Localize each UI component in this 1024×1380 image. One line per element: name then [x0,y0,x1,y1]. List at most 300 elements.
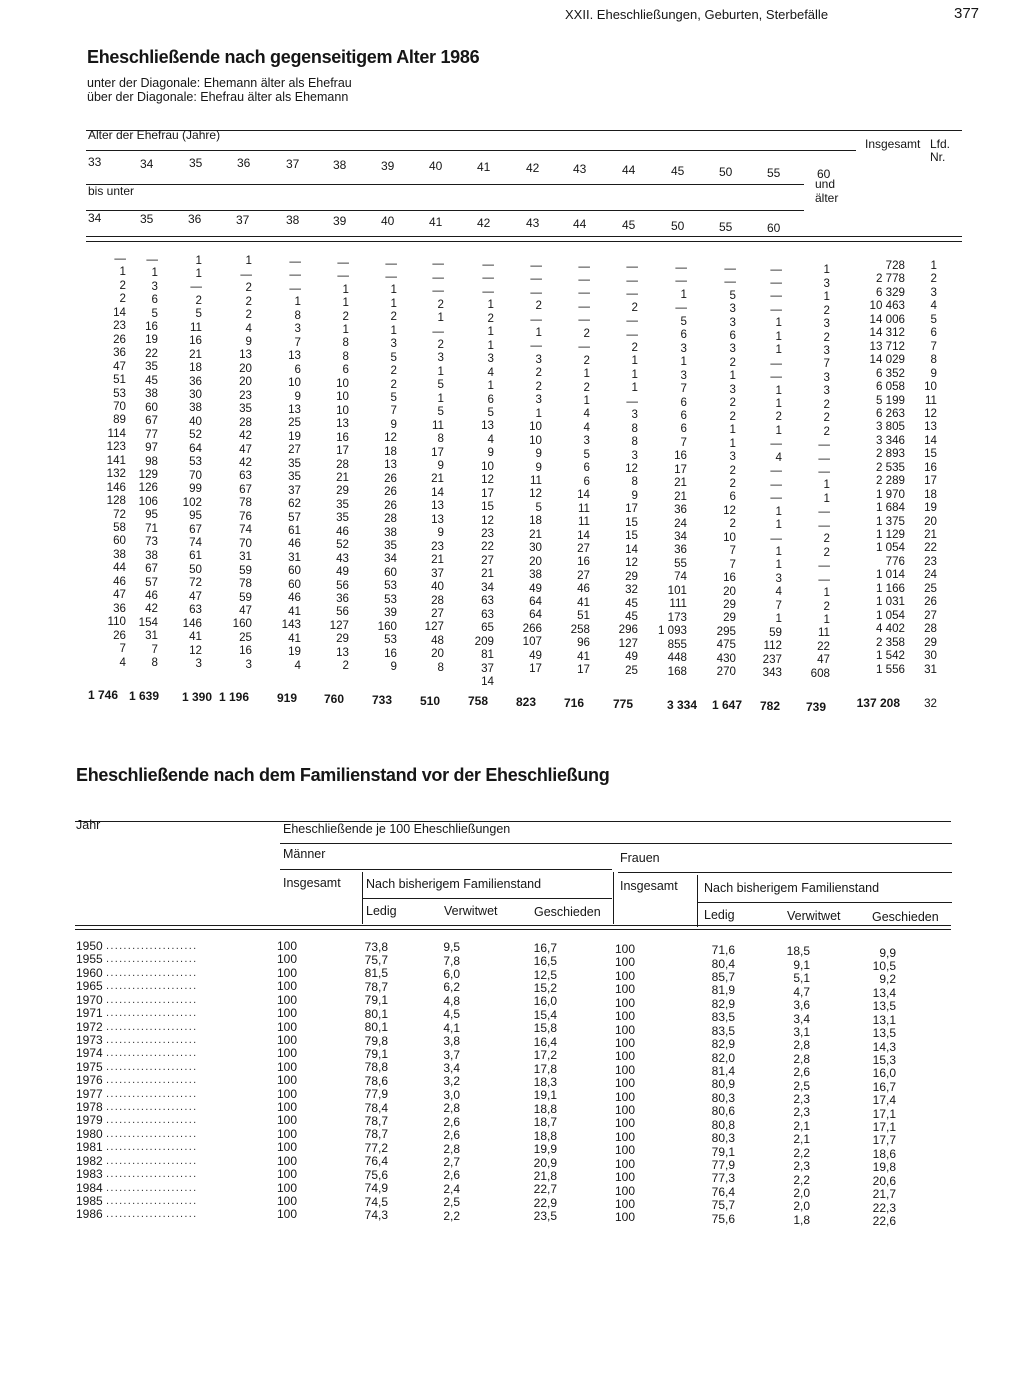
row-number: 14 [924,433,937,447]
table-cell: 3 [729,342,736,356]
women-divorced: 10,5 [872,959,896,974]
table-cell: 29 [336,632,349,646]
table-cell: 78 [239,496,252,510]
table-cell: 1 [342,282,349,296]
women-single: 80,9 [711,1077,735,1092]
women-divorced: 22,3 [872,1200,896,1215]
table-cell: 143 [281,618,301,632]
women-total: 100 [614,1103,635,1118]
table-cell: 4 [245,321,252,335]
table-cell: 1 [437,364,444,378]
age-from-header: 35 [189,156,203,170]
table-cell: 2 [631,340,638,354]
men-total: 100 [276,1140,297,1155]
table-cell: 53 [384,592,397,606]
women-total: 100 [614,1089,635,1104]
table-cell: 29 [723,598,736,611]
table-cell: 10 [529,420,542,434]
table-cell: 4 [775,585,782,599]
table-cell: 28 [384,512,397,526]
row-number: 18 [924,487,937,501]
women-single: 77,9 [711,1157,735,1172]
women-widowed: 2,3 [793,1159,810,1174]
table-cell: 1 [390,296,397,310]
table-cell: 74 [674,570,687,584]
table-cell: 12 [723,503,736,517]
table-cell: 98 [145,454,158,468]
age-from-header: 43 [573,162,587,176]
table-cell: — [626,273,638,287]
table-cell: 1 [775,544,782,558]
leader-dots: ..................... [106,1114,198,1127]
women-total: 100 [614,1143,635,1158]
table-cell: 16 [577,555,590,569]
table-cell: — [770,356,782,370]
table-cell: 13 [336,417,349,431]
table-cell: — [146,252,158,266]
table-cell: 1 [775,558,782,572]
table1-header-rule [86,150,856,151]
women-total: 100 [614,1022,635,1037]
table-cell: 29 [723,611,736,625]
table2-women-prev-rule [697,902,952,903]
women-single: 81,4 [711,1063,735,1078]
men-divorced: 22,9 [533,1195,557,1210]
table-cell: 18 [384,444,397,458]
table-cell: 5 [437,405,444,419]
table-cell: — [626,314,638,328]
women-single: 85,7 [711,970,735,985]
row-number: 28 [924,622,937,636]
age-to-header: 39 [333,214,347,228]
table-cell: 6 [583,474,590,488]
table-cell: — [114,252,126,265]
men-total: 100 [276,1153,297,1168]
table-cell: 12 [189,643,202,657]
men-total: 100 [276,1180,297,1195]
table-cell: 20 [239,375,252,389]
column-total: 1 390 [181,689,212,704]
table-cell: 11 [189,320,202,334]
table-cell: 343 [762,666,782,679]
leader-dots: ..................... [106,1033,198,1046]
table-cell: 127 [618,636,638,650]
age-from-header: 34 [140,157,154,171]
table-cell: — [578,313,590,327]
column-total: 1 639 [128,688,159,703]
table-cell: 44 [113,561,126,575]
table-cell: 13 [431,499,444,513]
table1-aelter: älter [815,191,839,205]
year-label: 1978 [76,1100,103,1115]
table-cell: 123 [106,440,126,454]
table-cell: 27 [431,606,444,620]
men-divorced: 22,7 [533,1182,557,1197]
table-cell: 132 [106,467,126,481]
men-widowed: 2,6 [443,1114,460,1129]
table-cell: 2 [119,278,126,292]
row-total: 5 199 [875,393,905,407]
table-cell: 31 [239,550,252,564]
year-label: 1965 [76,979,103,994]
leader-dots: ..................... [106,1074,198,1087]
row-total: 1 684 [875,501,905,515]
table-cell: 2 [245,294,252,308]
table-cell: 57 [288,510,301,524]
men-single: 75,7 [364,953,388,968]
table1-total-header: Insgesamt [865,137,921,151]
leader-dots: ..................... [106,1154,198,1167]
table-cell: 24 [674,516,687,530]
age-from-header: 37 [286,157,300,171]
table-cell: 1 [775,316,782,330]
table-cell: 41 [577,649,590,663]
row-total: 3 346 [875,433,905,447]
table-cell: 76 [239,509,252,523]
table-cell: 97 [145,441,158,455]
table-cell: 17 [625,502,638,516]
women-single: 83,5 [711,1010,735,1025]
table-cell: 1 [823,478,830,492]
table-cell: 55 [674,556,687,570]
table-cell: 1 [823,612,830,626]
table-cell: 2 [195,293,202,307]
women-divorced: 17,1 [872,1120,896,1135]
table-cell: 2 [823,545,830,559]
table-cell: 38 [189,401,202,415]
men-divorced: 18,8 [533,1101,557,1116]
women-divorced: 19,8 [872,1160,896,1175]
table-cell: 4 [294,658,301,672]
women-widowed: 3,6 [793,998,810,1013]
table-cell: 42 [239,429,252,443]
table-cell: 1 [583,394,590,407]
year-label: 1972 [76,1019,103,1034]
table-cell: 2 [487,311,494,325]
row-total: 1 375 [875,514,905,528]
women-widowed: 2,5 [793,1078,810,1093]
column-total: 739 [805,700,826,714]
age-to-header: 55 [719,220,733,234]
table-cell: 52 [189,428,202,442]
men-widowed: 2,8 [443,1141,460,1156]
row-total: 6 263 [875,406,905,420]
table-cell: 26 [113,628,126,642]
table-cell: — [770,464,782,478]
women-widowed: 2,2 [793,1172,810,1187]
table-cell: 46 [288,591,301,605]
table-cell: 266 [522,621,542,635]
table-cell: 41 [288,604,301,618]
women-single: 82,9 [711,1037,735,1052]
table1-title: Eheschließende nach gegenseitigem Alter 1986 [87,47,480,67]
table-cell: 34 [674,530,687,543]
table-cell: 21 [529,527,542,541]
table-cell: 475 [716,638,736,652]
table-cell: 45 [145,373,158,387]
men-divorced: 15,8 [533,1021,557,1036]
table-cell: 38 [145,387,158,401]
women-widowed: 1,8 [793,1212,810,1227]
women-divorced: 16,7 [872,1079,896,1094]
men-single: 79,1 [364,1046,388,1061]
table2-women-divorced-header: Geschieden [872,910,939,924]
men-total: 100 [276,1019,297,1034]
table-cell: 10 [481,459,494,473]
table-cell: 1 [583,367,590,381]
table-cell: 47 [113,588,126,602]
women-widowed: 2,1 [793,1118,810,1133]
men-total: 100 [276,965,297,980]
table-cell: 60 [113,534,126,548]
table-cell: 3 [729,315,736,329]
leader-dots: ..................... [106,1141,198,1154]
row-total: 14 312 [869,326,905,340]
table-cell: 49 [625,650,638,664]
table-cell: 20 [239,361,252,375]
table-cell: 430 [716,651,736,665]
table-cell: 10 [336,376,349,390]
table2-women-rule [618,872,952,873]
men-widowed: 9,5 [443,940,460,955]
table2-top-rule [75,821,951,822]
row-total: 2 778 [875,272,905,286]
table-cell: 15 [481,500,494,514]
year-label: 1986 [76,1207,103,1222]
table-cell: 70 [113,399,126,413]
men-divorced: 18,3 [533,1075,557,1089]
age-from-header: 45 [671,164,685,178]
row-total: 1 166 [875,581,905,595]
table-cell: 25 [288,416,301,430]
year-label: 1955 [76,952,103,967]
table-cell: 10 [723,530,736,544]
row-number: 15 [924,447,937,461]
men-divorced: 23,5 [533,1209,557,1224]
table-cell: 146 [182,616,202,630]
row-total: 1 031 [875,595,905,609]
women-divorced: 13,5 [872,999,896,1014]
table-cell: 8 [342,349,349,363]
table-cell: 56 [336,578,349,592]
women-widowed: 2,3 [793,1105,810,1120]
table-cell: 49 [529,648,542,662]
table-cell: 9 [245,334,252,348]
table-cell: 5 [535,500,542,514]
table-cell: 3 [294,322,301,336]
row-total: 1 970 [875,487,905,501]
table-cell: 101 [667,583,687,597]
table-cell: 62 [288,497,301,511]
table-cell: 1 [823,586,830,600]
women-divorced: 13,4 [872,985,896,1000]
column-total: 1 746 [87,688,118,702]
age-from-header: 41 [477,160,491,174]
table-cell: 60 [288,577,301,591]
year-label: 1977 [76,1086,103,1101]
table-cell: 17 [577,663,590,676]
men-single: 78,7 [364,1127,388,1142]
table1-age-header: Alter der Ehefrau (Jahre) [88,128,221,142]
table-cell: 27 [577,541,590,555]
table-cell: 64 [189,441,202,455]
year-label: 1960 [76,965,103,980]
table-cell: — [240,267,252,281]
table-cell: 4 [487,432,494,446]
men-total: 100 [276,1126,297,1141]
table-cell: 12 [529,487,542,501]
table-cell: 63 [239,469,252,483]
table-cell: 57 [145,575,158,589]
women-total: 100 [614,1009,635,1024]
table-cell: 95 [189,509,202,523]
table-cell: — [770,262,782,276]
row-number: 29 [924,635,937,649]
table-cell: 12 [481,473,494,487]
age-to-header: 43 [526,216,540,230]
table-cell: 22 [817,639,830,653]
men-widowed: 4,5 [443,1007,460,1022]
table-cell: 8 [631,421,638,435]
table-cell: 10 [529,433,542,447]
row-number: 1 [930,259,937,272]
row-number: 5 [930,312,937,326]
men-widowed: 3,7 [443,1047,460,1062]
table-cell: 21 [189,347,202,361]
table-cell: 1 [823,263,830,277]
men-widowed: 6,0 [443,967,460,982]
table-cell: 2 [631,300,638,314]
table-cell: 35 [239,402,252,416]
year-label: 1973 [76,1032,103,1047]
table2-main-header: Eheschließende je 100 Eheschließungen [283,822,511,836]
table-cell: 2 [583,380,590,394]
women-widowed: 3,1 [793,1024,810,1039]
leader-dots: ..................... [106,1087,198,1100]
table-cell: 4 [487,365,494,379]
table-cell: — [530,258,542,272]
row-total: 2 358 [875,635,905,649]
row-total: 728 [885,259,905,272]
women-single: 79,1 [711,1144,735,1159]
table-cell: 28 [431,593,444,607]
men-widowed: 4,8 [443,993,460,1008]
table-cell: 38 [113,547,126,561]
table-cell: — [770,370,782,384]
age-to-header: 44 [573,217,587,231]
table-cell: 53 [113,386,126,400]
row-total: 2 535 [875,460,905,474]
women-widowed: 2,6 [793,1065,810,1080]
women-single: 75,6 [711,1211,735,1226]
leader-dots: ..................... [106,980,198,993]
women-widowed: 5,1 [793,971,810,986]
table-cell: 47 [239,603,252,617]
table-cell: 19 [288,429,301,443]
table-cell: — [289,255,301,268]
women-total: 100 [614,1129,635,1144]
table-cell: 13 [336,645,349,659]
men-single: 75,6 [364,1167,388,1182]
table-cell: 59 [239,590,252,604]
table-cell: — [818,505,830,519]
table-cell: 14 [431,485,444,499]
table-cell: 16 [674,449,687,463]
table-cell: 5 [151,306,158,320]
table-cell: 81 [481,648,494,662]
men-total: 100 [276,1073,297,1088]
column-total: 823 [515,695,536,710]
women-single: 71,6 [711,943,735,958]
table-cell: 14 [481,674,494,688]
table-cell: 3 [390,337,397,351]
table-cell: 1 [775,329,782,343]
year-label: 1975 [76,1059,103,1074]
men-total: 100 [276,1006,297,1021]
table-cell: 7 [119,642,126,656]
table2-women-prev-header: Nach bisherigem Familienstand [704,881,880,895]
table-cell: — [626,260,638,274]
table-cell: — [675,301,687,315]
table2-men-rule [280,869,612,870]
table-cell: 1 [245,254,252,268]
table-cell: 129 [138,467,158,481]
table-cell: 95 [145,508,158,522]
table-cell: 36 [189,374,202,388]
table-cell: 1 [775,423,782,437]
age-from-header: 60 [817,167,831,181]
table-cell: 1 [390,323,397,337]
year-label: 1981 [76,1140,103,1155]
row-total: 10 463 [869,299,905,313]
table-cell: 3 [151,279,158,293]
table-cell: 2 [729,463,736,477]
women-widowed: 9,1 [793,957,810,972]
table-cell: 25 [239,630,252,644]
column-total: 716 [563,696,584,710]
table-cell: 3 [823,343,830,357]
table-cell: 3 [823,276,830,290]
table-cell: 14 [577,528,590,542]
table1-bis-unter: bis unter [88,184,135,198]
table-cell: 448 [667,651,687,665]
table-cell: 7 [294,335,301,349]
year-label: 1983 [76,1167,103,1182]
table-cell: 1 [390,283,397,297]
table-cell: 8 [437,660,444,674]
table-cell: 45 [625,609,638,623]
table-cell: — [530,312,542,326]
age-to-header: 45 [622,218,636,232]
table-cell: 35 [336,497,349,511]
table-cell: 17 [431,445,444,459]
table-cell: 34 [481,580,494,594]
table-cell: 855 [667,637,687,651]
women-single: 76,4 [711,1184,735,1199]
men-total: 100 [276,1032,297,1047]
women-divorced: 15,3 [872,1052,896,1067]
table-cell: 37 [431,566,444,580]
table-cell: 70 [189,468,202,482]
table-cell: 13 [384,458,397,472]
table-cell: — [818,438,830,452]
row-number: 13 [924,420,937,434]
table2-women-total-header: Insgesamt [620,879,678,893]
age-to-header: 38 [286,213,300,227]
table-cell: — [770,289,782,303]
table1-from-rule [86,184,804,185]
table-cell: 1 [195,253,202,267]
